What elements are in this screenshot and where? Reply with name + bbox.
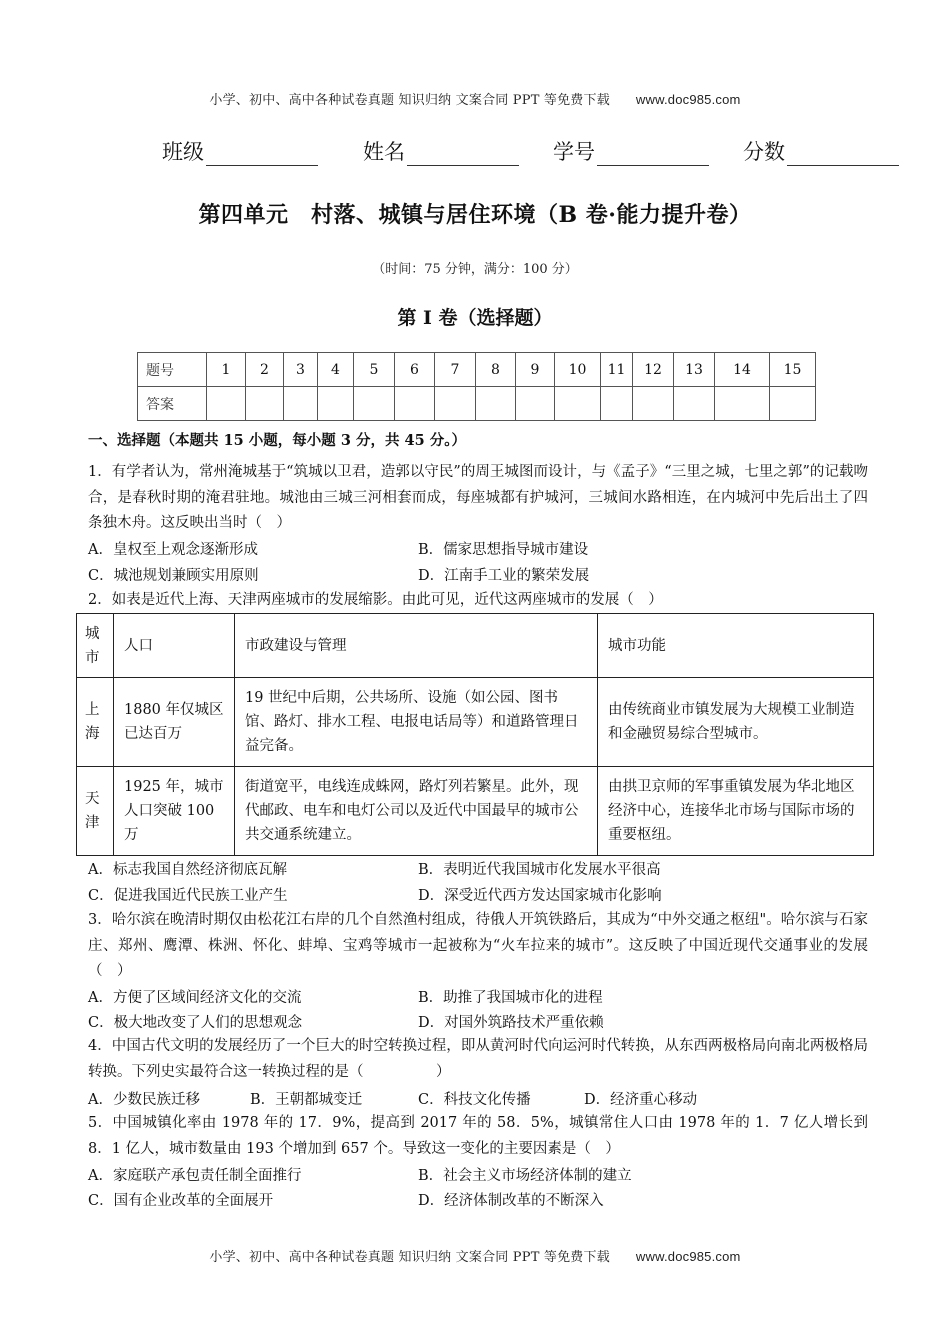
question-2-option-a[interactable]: A．标志我国自然经济彻底瓦解 (88, 862, 287, 878)
number-cell: 13 (674, 353, 715, 387)
cell-municipal: 19 世纪中后期，公共场所、设施（如公园、图书馆、路灯、排水工程、电报电话局等）和道路管理日益完备。 (235, 678, 598, 767)
question-2-stem: 2．如表是近代上海、天津两座城市的发展缩影。由此可见，近代这两座城市的发展（ ） (88, 592, 663, 608)
cell-municipal: 街道宽平，电线连成蛛网，路灯列若繁星。此外，现代邮政、电车和电灯公司以及近代中国最早的城市公共交通系统建立。 (235, 767, 598, 856)
question-3-options-row-1 (88, 986, 868, 1011)
number-cell: 14 (715, 353, 770, 387)
question-4-option-c[interactable]: C．科技文化传播 (418, 1092, 531, 1108)
header-population: 人口 (114, 614, 235, 678)
question-4-option-b[interactable]: B．王朝都城变迁 (250, 1092, 363, 1108)
question-4-option-a[interactable]: A．少数民族迁移 (88, 1092, 200, 1108)
number-cell: 2 (246, 353, 284, 387)
class-label: 班级 (162, 140, 204, 164)
question-5-option-b[interactable]: B．社会主义市场经济体制的建立 (418, 1168, 632, 1184)
answer-cell[interactable] (246, 387, 284, 421)
cell-function: 由传统商业市镇发展为大规模工业制造和金融贸易综合型城市。 (598, 678, 874, 767)
number-cell: 4 (318, 353, 354, 387)
answer-cell[interactable] (318, 387, 354, 421)
answer-cell[interactable] (674, 387, 715, 421)
number-row-label: 题号 (138, 353, 207, 387)
answer-cell[interactable] (601, 387, 633, 421)
student-id-blank[interactable] (597, 145, 709, 166)
answer-table-number-row (138, 353, 816, 387)
answer-table (137, 352, 816, 421)
class-field (162, 136, 318, 166)
footer-text: 小学、初中、高中各种试卷真题 知识归纳 文案合同 PPT 等免费下载 (209, 1250, 610, 1265)
number-cell: 3 (284, 353, 318, 387)
question-1-option-a[interactable]: A．皇权至上观念逐渐形成 (88, 542, 258, 558)
cell-city: 上海 (77, 678, 114, 767)
answer-cell[interactable] (207, 387, 246, 421)
class-blank[interactable] (206, 145, 318, 166)
answer-cell[interactable] (715, 387, 770, 421)
header-function: 城市功能 (598, 614, 874, 678)
question-2-options-row-1 (88, 858, 868, 883)
number-cell: 9 (516, 353, 555, 387)
cell-function: 由拱卫京师的军事重镇发展为华北地区经济中心，连接华北市场与国际市场的重要枢纽。 (598, 767, 874, 856)
answer-cell[interactable] (555, 387, 601, 421)
question-2-option-c[interactable]: C．促进我国近代民族工业产生 (88, 888, 288, 904)
question-1-options-row-1 (88, 538, 868, 563)
part-heading: 一、选择题（本题共 15 小题，每小题 3 分，共 45 分。） (88, 432, 466, 449)
question-5-options-row-1 (88, 1164, 868, 1189)
answer-cell[interactable] (476, 387, 516, 421)
question-3-options-row-2 (88, 1011, 868, 1036)
section-title: 第 I 卷（选择题） (397, 307, 553, 329)
question-5-options-row-2 (88, 1189, 868, 1214)
question-3-option-d[interactable]: D．对国外筑路技术严重依赖 (418, 1015, 604, 1031)
number-cell: 11 (601, 353, 633, 387)
score-label: 分数 (743, 140, 785, 164)
question-5-option-d[interactable]: D．经济体制改革的不断深入 (418, 1193, 604, 1209)
city-development-table (76, 613, 874, 856)
number-cell: 8 (476, 353, 516, 387)
answer-row-label: 答案 (138, 387, 207, 421)
answer-cell[interactable] (284, 387, 318, 421)
question-3-option-b[interactable]: B．助推了我国城市化的进程 (418, 990, 603, 1006)
cell-city: 天津 (77, 767, 114, 856)
answer-cell[interactable] (435, 387, 476, 421)
exam-subtitle: （时间：75 分钟，满分：100 分） (372, 262, 578, 277)
city-table-row-tianjin (77, 767, 874, 856)
page-header (0, 89, 950, 108)
question-4-options-row (88, 1088, 868, 1113)
question-5-option-a[interactable]: A．家庭联产承包责任制全面推行 (88, 1168, 302, 1184)
footer-url: www.doc985.com (635, 1249, 741, 1264)
answer-table-answer-row (138, 387, 816, 421)
number-cell: 1 (207, 353, 246, 387)
cell-population: 1880 年仅城区已达百万 (114, 678, 235, 767)
number-cell: 12 (633, 353, 674, 387)
name-label: 姓名 (363, 140, 405, 164)
page-footer (0, 1246, 950, 1265)
question-1-option-d[interactable]: D．江南手工业的繁荣发展 (418, 568, 590, 584)
exam-title: 第四单元 村落、城镇与居住环境（B 卷·能力提升卷） (198, 202, 752, 228)
question-4-stem: 4．中国古代文明的发展经历了一个巨大的时空转换过程，即从黄河时代向运河时代转换，从东西两极格局向南北两极格局转换。下列史实最符合这一转换过程的是（ ） (88, 1038, 868, 1080)
score-field (743, 136, 899, 166)
answer-cell[interactable] (516, 387, 555, 421)
header-url: www.doc985.com (635, 92, 741, 107)
header-city: 城市 (77, 614, 114, 678)
student-info-row (162, 136, 922, 166)
number-cell: 15 (770, 353, 816, 387)
question-3-option-a[interactable]: A．方便了区域间经济文化的交流 (88, 990, 302, 1006)
student-id-label: 学号 (553, 140, 595, 164)
question-1-stem: 1．有学者认为，常州淹城基于“筑城以卫君，造郭以守民”的周王城图而设计，与《孟子》“三里之城，七里之郭”的记载吻合，是春秋时期的淹君驻地。城池由三城三河相套而成，每座城都有护城河，三城间水路相连，在内城河中先后出土了四条独木舟。这反映出当时（ ） (88, 464, 868, 531)
number-cell: 5 (354, 353, 395, 387)
question-1-options-row-2 (88, 564, 868, 589)
cell-population: 1925 年，城市人口突破 100 万 (114, 767, 235, 856)
number-cell: 6 (395, 353, 435, 387)
header-municipal: 市政建设与管理 (235, 614, 598, 678)
question-2-options-row-2 (88, 884, 868, 909)
name-field (363, 136, 519, 166)
question-5-stem: 5．中国城镇化率由 1978 年的 17．9%，提高到 2017 年的 58．5%，城镇常住人口由 1978 年的 1．7 亿人增长到 8．1 亿人，城市数量由 193 个增加到 657 个。导致这一变化的主要因素是（ ） (88, 1115, 868, 1157)
city-table-header-row (77, 614, 874, 678)
number-cell: 10 (555, 353, 601, 387)
question-1-option-b[interactable]: B．儒家思想指导城市建设 (418, 542, 589, 558)
student-id-field (553, 136, 709, 166)
answer-cell[interactable] (395, 387, 435, 421)
header-text: 小学、初中、高中各种试卷真题 知识归纳 文案合同 PPT 等免费下载 (209, 93, 610, 108)
question-2-option-b[interactable]: B．表明近代我国城市化发展水平很高 (418, 862, 661, 878)
answer-cell[interactable] (633, 387, 674, 421)
score-blank[interactable] (787, 145, 899, 166)
question-3-stem: 3．哈尔滨在晚清时期仅由松花江右岸的几个自然渔村组成，待俄人开筑铁路后，其成为“中外交通之枢纽"。哈尔滨与石家庄、郑州、鹰潭、株洲、怀化、蚌埠、宝鸡等城市一起被称为“火车拉来的城市”。这反映了中国近现代交通事业的发展（ ） (88, 912, 868, 979)
question-5-option-c[interactable]: C．国有企业改革的全面展开 (88, 1193, 274, 1209)
question-2-option-d[interactable]: D．深受近代西方发达国家城市化影响 (418, 888, 662, 904)
number-cell: 7 (435, 353, 476, 387)
question-3-option-c[interactable]: C．极大地改变了人们的思想观念 (88, 1015, 303, 1031)
city-table-row-shanghai (77, 678, 874, 767)
answer-cell[interactable] (770, 387, 816, 421)
question-1-option-c[interactable]: C．城池规划兼顾实用原则 (88, 568, 259, 584)
name-blank[interactable] (407, 145, 519, 166)
answer-cell[interactable] (354, 387, 395, 421)
question-4-option-d[interactable]: D．经济重心移动 (584, 1092, 698, 1108)
